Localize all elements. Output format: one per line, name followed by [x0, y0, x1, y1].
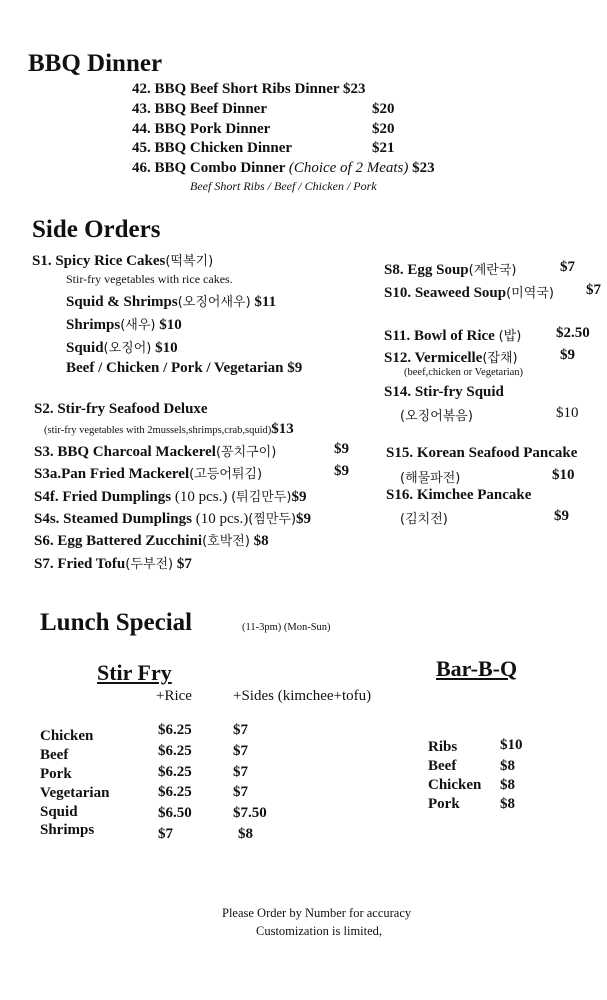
menu-item: S3a.Pan Fried Mackerel(고등어튀김) [34, 466, 263, 482]
menu-item: (stir-fry vegetables with 2mussels,shrimps,crab,squid)$13 [44, 421, 294, 437]
menu-item: S7. Fried Tofu(두부전) $7 [34, 556, 192, 572]
menu-option: Beef / Chicken / Pork / Vegetarian $9 [66, 360, 303, 376]
barbq-row-name: Pork [428, 796, 460, 812]
menu-item: 42. BBQ Beef Short Ribs Dinner $23 [132, 81, 366, 97]
combo-subtext: Beef Short Ribs / Beef / Chicken / Pork [190, 179, 377, 193]
item-description: Stir-fry vegetables with rice cakes. [66, 272, 233, 286]
barbq-row-price: $10 [500, 737, 523, 753]
stirfry-row-rice: $6.25 [158, 722, 192, 738]
barbq-row-name: Chicken [428, 777, 482, 793]
barbq-row-price: $8 [500, 758, 515, 774]
menu-item-price: $2.50 [556, 325, 590, 341]
bbq-dinner-title: BBQ Dinner [28, 50, 163, 77]
stirfry-row-rice: $7 [158, 826, 173, 842]
menu-item: S16. Kimchee Pancake [386, 487, 532, 503]
stir-fry-title: Stir Fry [97, 660, 172, 685]
menu-item-korean: (해물파전) [400, 471, 461, 486]
menu-item: S8. Egg Soup(계란국) [384, 262, 517, 278]
menu-item: 44. BBQ Pork Dinner [132, 121, 271, 137]
barbq-row-name: Beef [428, 758, 457, 774]
stirfry-row-sides: $7 [233, 784, 248, 800]
menu-item: S2. Stir-fry Seafood Deluxe [34, 401, 208, 417]
side-orders-title: Side Orders [32, 216, 161, 243]
menu-item-price: $9 [334, 463, 349, 479]
col-header-sides: +Sides (kimchee+tofu) [233, 688, 372, 704]
stirfry-row-sides: $7 [233, 743, 248, 759]
menu-item: S4s. Steamed Dumplings (10 pcs.)(찜만두)$9 [34, 511, 312, 527]
item-description: (beef,chicken or Vegetarian) [404, 367, 524, 378]
stirfry-row-sides: $7 [233, 764, 248, 780]
menu-item: 43. BBQ Beef Dinner [132, 101, 267, 117]
menu-item-price: $10 [552, 467, 575, 483]
menu-item: S3. BBQ Charcoal Mackerel(꽁치구이) [34, 444, 277, 460]
stirfry-row-sides: $7.50 [233, 805, 267, 821]
menu-item: S14. Stir-fry Squid [384, 384, 504, 400]
menu-item-price: $9 [560, 347, 575, 363]
menu-item-price: $7 [586, 282, 601, 298]
stirfry-row-rice: $6.25 [158, 784, 192, 800]
menu-item-price: $9 [554, 508, 569, 524]
barbq-row-name: Ribs [428, 739, 458, 755]
barbq-row-price: $8 [500, 777, 515, 793]
stirfry-row-name: Shrimps [40, 822, 95, 838]
stirfry-row-rice: $6.50 [158, 805, 192, 821]
menu-item-korean: (김치전) [400, 512, 448, 527]
stirfry-row-rice: $6.25 [158, 743, 192, 759]
lunch-special-title: Lunch Special [40, 609, 193, 636]
menu-item: S15. Korean Seafood Pancake [386, 445, 578, 461]
menu-item-price: $9 [334, 441, 349, 457]
barbq-row-price: $8 [500, 796, 515, 812]
menu-item: 46. BBQ Combo Dinner (Choice of 2 Meats) $23 [132, 160, 435, 176]
footer-note-2: Customization is limited, [256, 924, 383, 938]
barbq-title: Bar-B-Q [436, 656, 518, 681]
menu-item-price: $20 [372, 101, 395, 117]
lunch-hours: (11-3pm) (Mon-Sun) [242, 622, 331, 633]
menu-item: S1. Spicy Rice Cakes(떡복기) [32, 253, 214, 269]
menu-item: S11. Bowl of Rice (밥) [384, 328, 522, 344]
menu-item-korean: (오징어볶음) [400, 409, 473, 424]
menu-item-price: $21 [372, 140, 395, 156]
menu-item-price: $10 [556, 405, 579, 421]
menu-item: S6. Egg Battered Zucchini(호박전) $8 [34, 533, 269, 549]
menu-item-price: $7 [560, 259, 575, 275]
stirfry-row-sides: $8 [238, 826, 253, 842]
stirfry-row-name: Pork [40, 766, 72, 782]
menu-option: Squid & Shrimps(오징어새우) $11 [66, 294, 277, 310]
stirfry-row-name: Squid [40, 804, 78, 820]
stirfry-row-name: Beef [40, 747, 69, 763]
stirfry-row-sides: $7 [233, 722, 248, 738]
footer-note-1: Please Order by Number for accuracy [222, 906, 412, 920]
col-header-rice: +Rice [156, 688, 192, 704]
menu-item: S4f. Fried Dumplings (10 pcs.) (튀김만두)$9 [34, 489, 307, 505]
menu-option: Squid(오징어) $10 [66, 340, 178, 356]
menu-option: Shrimps(새우) $10 [66, 317, 182, 333]
menu-item: S12. Vermicelle(잡채) [384, 350, 518, 366]
stirfry-row-name: Chicken [40, 728, 94, 744]
stirfry-row-rice: $6.25 [158, 764, 192, 780]
menu-item: S10. Seaweed Soup(미역국) [384, 285, 554, 301]
menu-item-price: $20 [372, 121, 395, 137]
menu-item: 45. BBQ Chicken Dinner [132, 140, 293, 156]
stirfry-row-name: Vegetarian [40, 785, 110, 801]
